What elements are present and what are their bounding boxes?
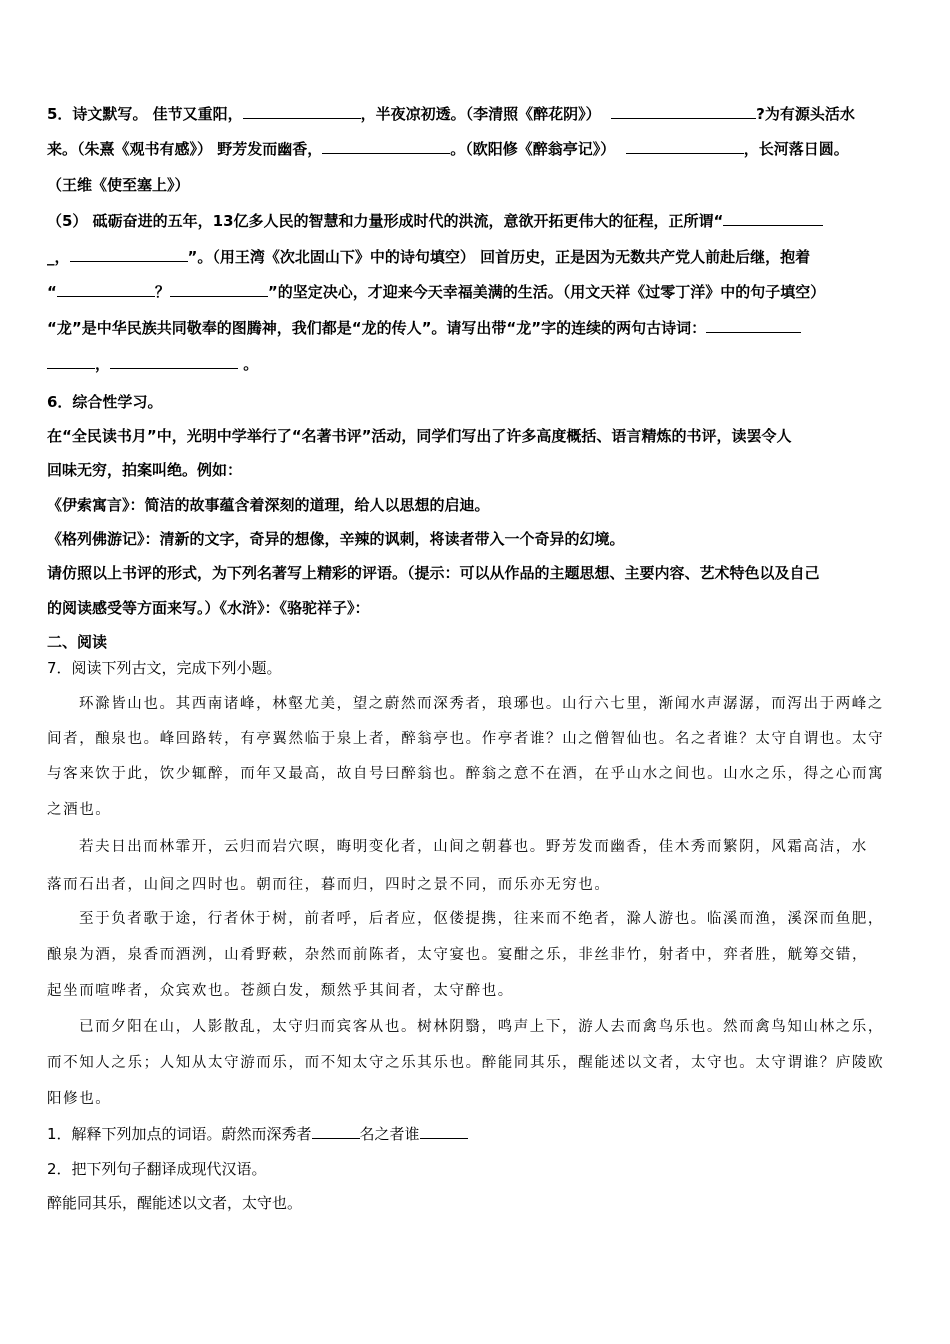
q6-instruction: 的阅读感受等方面来写。）《水浒》：《骆驼祥子》： — [47, 599, 370, 617]
passage-line: 与客来饮于此，饮少辄醉，而年又最高，故自号曰醉翁也。醉翁之意不在酒，在乎山水之间也。山水之乐，得之心而寓 — [47, 766, 885, 782]
q5-text: ?为有源头活水 — [756, 105, 855, 123]
q5-text: 5．诗文默写。 佳节又重阳， — [47, 105, 243, 123]
sub-question-2-text: 醉能同其乐，醒能述以文者，太守也。 — [47, 1194, 303, 1212]
answer-blank[interactable] — [170, 282, 268, 297]
answer-blank[interactable] — [723, 211, 823, 226]
answer-blank[interactable] — [420, 1124, 468, 1139]
q5-text: （5） 砥砺奋进的五年，13亿多人民的智慧和力量形成时代的洪流，意欲开拓更伟大的征程，正所谓“ — [47, 212, 724, 230]
section-title: 二、阅读 — [47, 633, 108, 651]
answer-blank[interactable] — [57, 282, 155, 297]
answer-blank[interactable] — [243, 104, 361, 119]
passage-line: 阳修也。 — [47, 1091, 112, 1107]
passage-line: 起坐而喧哗者，众宾欢也。苍颜白发，颓然乎其间者，太守醉也。 — [47, 983, 514, 999]
answer-blank[interactable] — [706, 318, 801, 333]
q6-example: 《伊索寓言》：简洁的故事蕴含着深刻的道理，给人以思想的启迪。 — [47, 496, 490, 514]
q5-text: 。 — [243, 355, 259, 373]
q5-text: （王维《使至塞上》） — [47, 176, 190, 194]
answer-blank[interactable] — [47, 354, 95, 369]
answer-blank[interactable] — [611, 104, 756, 119]
answer-blank[interactable] — [626, 139, 744, 154]
answer-blank[interactable] — [70, 247, 188, 262]
q5-text: “ — [47, 283, 57, 301]
q5-text: ，半夜凉初透。（李清照《醉花阴》） — [360, 105, 601, 123]
q5-line-8 — [47, 354, 258, 374]
q6-paragraph: 在“全民读书月”中，光明中学举行了“名著书评”活动，同学们写出了许多高度概括、语言精炼的书评，读罢令人 — [47, 427, 792, 445]
answer-blank[interactable] — [322, 139, 450, 154]
sub-question-text: 名之者谁 — [359, 1125, 420, 1143]
q5-text: ？ — [154, 283, 170, 301]
q5-text: ， — [95, 355, 111, 373]
q5-text: 来。（朱熹《观书有感》） 野芳发而幽香， — [47, 140, 323, 158]
answer-blank[interactable] — [110, 354, 238, 369]
q6-example: 《格列佛游记》：清新的文字，奇异的想像，辛辣的讽刺，将读者带入一个奇异的幻境。 — [47, 530, 625, 548]
q5-line-5 — [47, 247, 810, 267]
passage-line: 环滁皆山也。其西南诸峰，林壑尤美，望之蔚然而深秀者，琅琊也。山行六七里，渐闻水声潺潺，而泻出于两峰之 — [79, 696, 884, 712]
q7-title: 7．阅读下列古文，完成下列小题。 — [47, 659, 282, 677]
q6-title: 6．综合性学习。 — [47, 393, 163, 411]
q5-line-7 — [47, 318, 801, 338]
q5-text: 。（欧阳修《醉翁亭记》） — [450, 140, 616, 158]
passage-line: 之酒也。 — [47, 802, 112, 818]
passage-line: 已而夕阳在山，人影散乱，太守归而宾客从也。树林阴翳，鸣声上下，游人去而禽鸟乐也。然而禽鸟知山林之乐， — [79, 1019, 884, 1035]
answer-blank[interactable] — [312, 1124, 360, 1139]
passage-line: 至于负者歌于途，行者休于树，前者呼，后者应，伛偻提携，往来而不绝者，滁人游也。临溪而渔，溪深而鱼肥， — [79, 911, 884, 927]
sub-question-2: 2．把下列句子翻译成现代汉语。 — [47, 1160, 267, 1178]
q5-text: ，长河落日圆。 — [743, 140, 849, 158]
q5-line-3 — [47, 175, 190, 195]
passage-line: 间者，酿泉也。峰回路转，有亭翼然临于泉上者，醉翁亭也。作亭者谁？山之僧智仙也。名之者谁？太守自谓也。太守 — [47, 731, 885, 747]
q5-text: “龙”是中华民族共同敬奉的图腾神，我们都是“龙的传人”。请写出带“龙”字的连续的两句古诗词： — [47, 319, 707, 337]
q5-text: ”的坚定决心，才迎来今天幸福美满的生活。（用文天祥《过零丁洋》中的句子填空） — [267, 283, 826, 301]
passage-line: 而不知人之乐；人知从太守游而乐，而不知太守之乐其乐也。醉能同其乐，醒能述以文者，太守也。太守谓谁？庐陵欧 — [47, 1055, 885, 1071]
passage-line: 落而石出者，山间之四时也。朝而往，暮而归，四时之景不同，而乐亦无穷也。 — [47, 877, 611, 893]
q6-instruction: 请仿照以上书评的形式，为下列名著写上精彩的评语。（提示：可以从作品的主题思想、主要内容、艺术特色以及自己 — [47, 564, 820, 582]
q5-line-2 — [47, 139, 849, 159]
q6-paragraph: 回味无穷，拍案叫绝。例如： — [47, 461, 243, 479]
passage-line: 酿泉为酒，泉香而酒洌，山肴野蔌，杂然而前陈者，太守宴也。宴酣之乐，非丝非竹，射者中，弈者胜，觥筹交错， — [47, 947, 869, 963]
q5-line-4 — [47, 211, 823, 231]
passage-line: 若夫日出而林霏开，云归而岩穴暝，晦明变化者，山间之朝暮也。野芳发而幽香，佳木秀而繁阴，风霜高洁，水 — [79, 839, 868, 855]
q5-text: _， — [47, 248, 70, 266]
sub-question-1 — [47, 1124, 468, 1144]
q5-line-6 — [47, 282, 825, 302]
q5-line-1 — [47, 104, 855, 124]
sub-question-text: 1．解释下列加点的词语。蔚然而深秀者 — [47, 1125, 312, 1143]
q5-text: ”。（用王湾《次北固山下》中的诗句填空） 回首历史，正是因为无数共产党人前赴后继，抱着 — [187, 248, 811, 266]
